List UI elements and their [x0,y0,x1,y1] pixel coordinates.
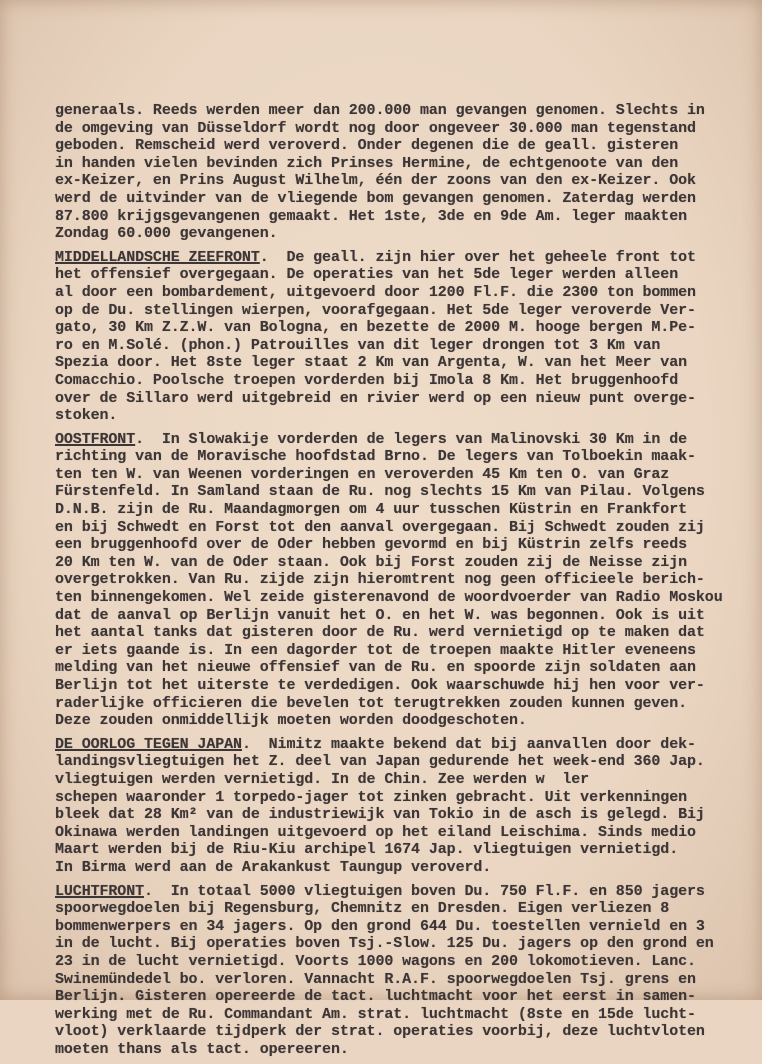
line-text: Swinemündedel bo. verloren. Vannacht R.A.F. spoorwegdoelen Tsj. grens en [55,970,696,988]
document-body [55,102,745,1064]
line-text: al door een bombardement, uitgevoerd door 1200 Fl.F. die 2300 ton bommen [55,283,696,301]
text-line [55,789,745,807]
text-line [55,102,745,120]
text-line [55,953,745,971]
section-heading: LUCHTFRONT [55,882,145,900]
text-line [55,284,745,302]
text-line [55,712,745,730]
text-line [55,172,745,190]
text-line [55,249,745,267]
text-line [55,918,745,936]
line-text: Berlijn. Gisteren opereerde de tact. luchtmacht voor het eerst in samen- [55,988,696,1006]
line-text: vloot) verklaarde tijdperk der strat. operaties voorbij, deze luchtvloten [55,1023,705,1041]
section-heading: OOSTFRONT [55,430,136,448]
line-text: gato, 30 Km Z.Z.W. van Bologna, en bezette de 2000 M. hooge bergen M.Pe- [55,319,696,337]
line-text: generaals. Reeds werden meer dan 200.000 man gevangen genomen. Slechts in [55,102,705,119]
text-line [55,466,745,484]
text-line [55,319,745,337]
text-line [55,607,745,625]
line-text: over de Sillaro werd uitgebreid en rivier werd op een nieuw punt overge- [55,389,696,407]
text-line [55,624,745,642]
paragraph [55,249,745,425]
line-text: . De geall. zijn hier over het geheele front tot [259,248,696,266]
text-line [55,659,745,677]
text-line [55,900,745,918]
line-text: Okinawa werden landingen uitgevoerd op het eiland Leischima. Sinds medio [55,823,696,841]
line-text: werking met de Ru. Commandant Am. strat. luchtmacht (8ste en 15de lucht- [55,1005,696,1023]
text-line [55,883,745,901]
line-text: overgetrokken. Van Ru. zijde zijn hieromtrent nog geen officieele berich- [55,571,705,589]
text-line [55,642,745,660]
text-line [55,448,745,466]
line-text: de omgeving van Düsseldorf wordt nog door ongeveer 30.000 man tegenstand [55,119,696,137]
section-heading: DE OORLOG TEGEN JAPAN [55,735,242,753]
line-text: 23 in de lucht vernietigd. Voorts 1000 wagons en 200 lokomotieven. Lanc. [55,952,696,970]
line-text: raderlijke officieren die bevelen tot terugtrekken zouden kunnen geven. [55,694,688,712]
text-line [55,771,745,789]
line-text: het offensief overgegaan. De operaties van het 5de leger werden alleen [55,266,679,284]
text-line [55,431,745,449]
text-line [55,1041,745,1059]
text-line [55,695,745,713]
line-text: en bij Schwedt en Forst tot den aanval overgegaan. Bij Schwedt zouden zij [55,518,705,536]
paragraph [55,431,745,730]
text-line [55,736,745,754]
line-text: op de Du. stellingen wierpen, voorafgegaan. Het 5de leger veroverde Ver- [55,301,696,319]
line-text: ex-Keizer, en Prins August Wilhelm, één der zoons van den ex-Keizer. Ook [55,172,696,190]
line-text: . Nimitz maakte bekend dat bij aanvallen door dek- [241,735,696,753]
text-line [55,137,745,155]
text-line [55,753,745,771]
line-text: in de lucht. Bij operaties boven Tsj.-Slow. 125 Du. jagers op den grond en [55,935,714,953]
text-line [55,225,745,243]
line-text: stoken. [55,407,118,425]
paragraph [55,102,745,243]
text-line [55,372,745,390]
text-line [55,971,745,989]
line-text: een bruggenhoofd over de Oder hebben gevormd en bij Küstrin zelfs reeds [55,536,688,554]
text-line [55,806,745,824]
line-text: Zondag 60.000 gevangenen. [55,225,278,243]
line-text: vliegtuigen werden vernietigd. In de Chin. Zee werden w ler [55,770,590,788]
text-line [55,208,745,226]
line-text: bommenwerpers en 34 jagers. Op den grond 644 Du. toestellen vernield en 3 [55,917,705,935]
line-text: spoorwegdoelen bij Regensburg, Chemnitz en Dresden. Eigen verliezen 8 [55,900,670,918]
text-line [55,266,745,284]
line-text: dat de aanval op Berlijn vanuit het O. en het W. was begonnen. Ook is uit [55,606,705,624]
text-line [55,536,745,554]
line-text: . In totaal 5000 vliegtuigen boven Du. 750 Fl.F. en 850 jagers [144,882,705,900]
line-text: bleek dat 28 Km² van de industriewijk van Tokio in de asch is gelegd. Bij [55,806,705,824]
text-line [55,571,745,589]
line-text: moeten thans als tact. opereeren. [55,1040,349,1058]
text-line [55,155,745,173]
line-text: . In Slowakije vorderden de legers van Malinovski 30 Km in de [135,430,688,448]
line-text: 87.800 krijgsgevangenen gemaakt. Het 1ste, 3de en 9de Am. leger maakten [55,207,688,225]
line-text: er iets gaande is. In een dagorder tot de troepen maakte Hitler eveneens [55,641,696,659]
text-line [55,483,745,501]
line-text: landingsvliegtuigen het Z. deel van Japan gedurende het week-end 360 Jap. [55,753,705,771]
text-line [55,988,745,1006]
line-text: geboden. Remscheid werd veroverd. Onder degenen die de geall. gisteren [55,137,679,155]
line-text: ro en M.Solé. (phon.) Patrouilles van dit leger drongen tot 3 Km van [55,336,661,354]
text-line [55,190,745,208]
paragraph [55,736,745,877]
line-text: ten binnengekomen. Wel zeide gisterenavond de woordvoerder van Radio Moskou [55,589,723,607]
section-heading: MIDDELLANDSCHE ZEEFRONT [55,248,260,266]
text-line [55,390,745,408]
text-line [55,589,745,607]
line-text: ten ten W. van Weenen vorderingen en veroverden 45 Km ten O. van Graz [55,465,670,483]
line-text: In Birma werd aan de Arakankust Taungup veroverd. [55,858,492,876]
text-line [55,302,745,320]
text-line [55,354,745,372]
line-text: Fürstenfeld. In Samland staan de Ru. nog slechts 15 Km van Pilau. Volgens [55,483,705,501]
line-text: richting van de Moravische hoofdstad Brno. De legers van Tolboekin maak- [55,448,696,466]
text-line [55,554,745,572]
line-text: melding van het nieuwe offensief van de Ru. en spoorde zijn soldaten aan [55,659,696,677]
text-line [55,1006,745,1024]
line-text: het aantal tanks dat gisteren door de Ru. werd vernietigd op te maken dat [55,624,705,642]
text-line [55,120,745,138]
text-line [55,859,745,877]
text-line [55,841,745,859]
line-text: Berlijn tot het uiterste te verdedigen. Ook waarschuwde hij hen voor ver- [55,677,705,694]
line-text: Maart werden bij de Riu-Kiu archipel 1674 Jap. vliegtuigen vernietigd. [55,841,679,859]
text-line [55,824,745,842]
text-line [55,519,745,537]
line-text: schepen waaronder 1 torpedo-jager tot zinken gebracht. Uit verkenningen [55,788,688,806]
text-line [55,1023,745,1041]
line-text: 20 Km ten W. van de Oder staan. Ook bij Forst zouden zij de Neisse zijn [55,553,688,571]
text-line [55,337,745,355]
text-line [55,407,745,425]
text-line [55,935,745,953]
line-text: werd de uitvinder van de vliegende bom gevangen genomen. Zaterdag werden [55,189,696,207]
text-line [55,501,745,519]
line-text: Spezia door. Het 8ste leger staat 2 Km van Argenta, W. van het Meer van [55,354,688,372]
line-text: Deze zouden onmiddellijk moeten worden doodgeschoten. [55,712,527,730]
text-line [55,677,745,695]
line-text: Comacchio. Poolsche troepen vorderden bij Imola 8 Km. Het bruggenhoofd [55,371,679,389]
line-text: in handen vielen bevinden zich Prinses Hermine, de echtgenoote van den [55,154,679,172]
paragraph [55,883,745,1059]
line-text: D.N.B. zijn de Ru. Maandagmorgen om 4 uur tusschen Küstrin en Frankfort [55,501,688,519]
